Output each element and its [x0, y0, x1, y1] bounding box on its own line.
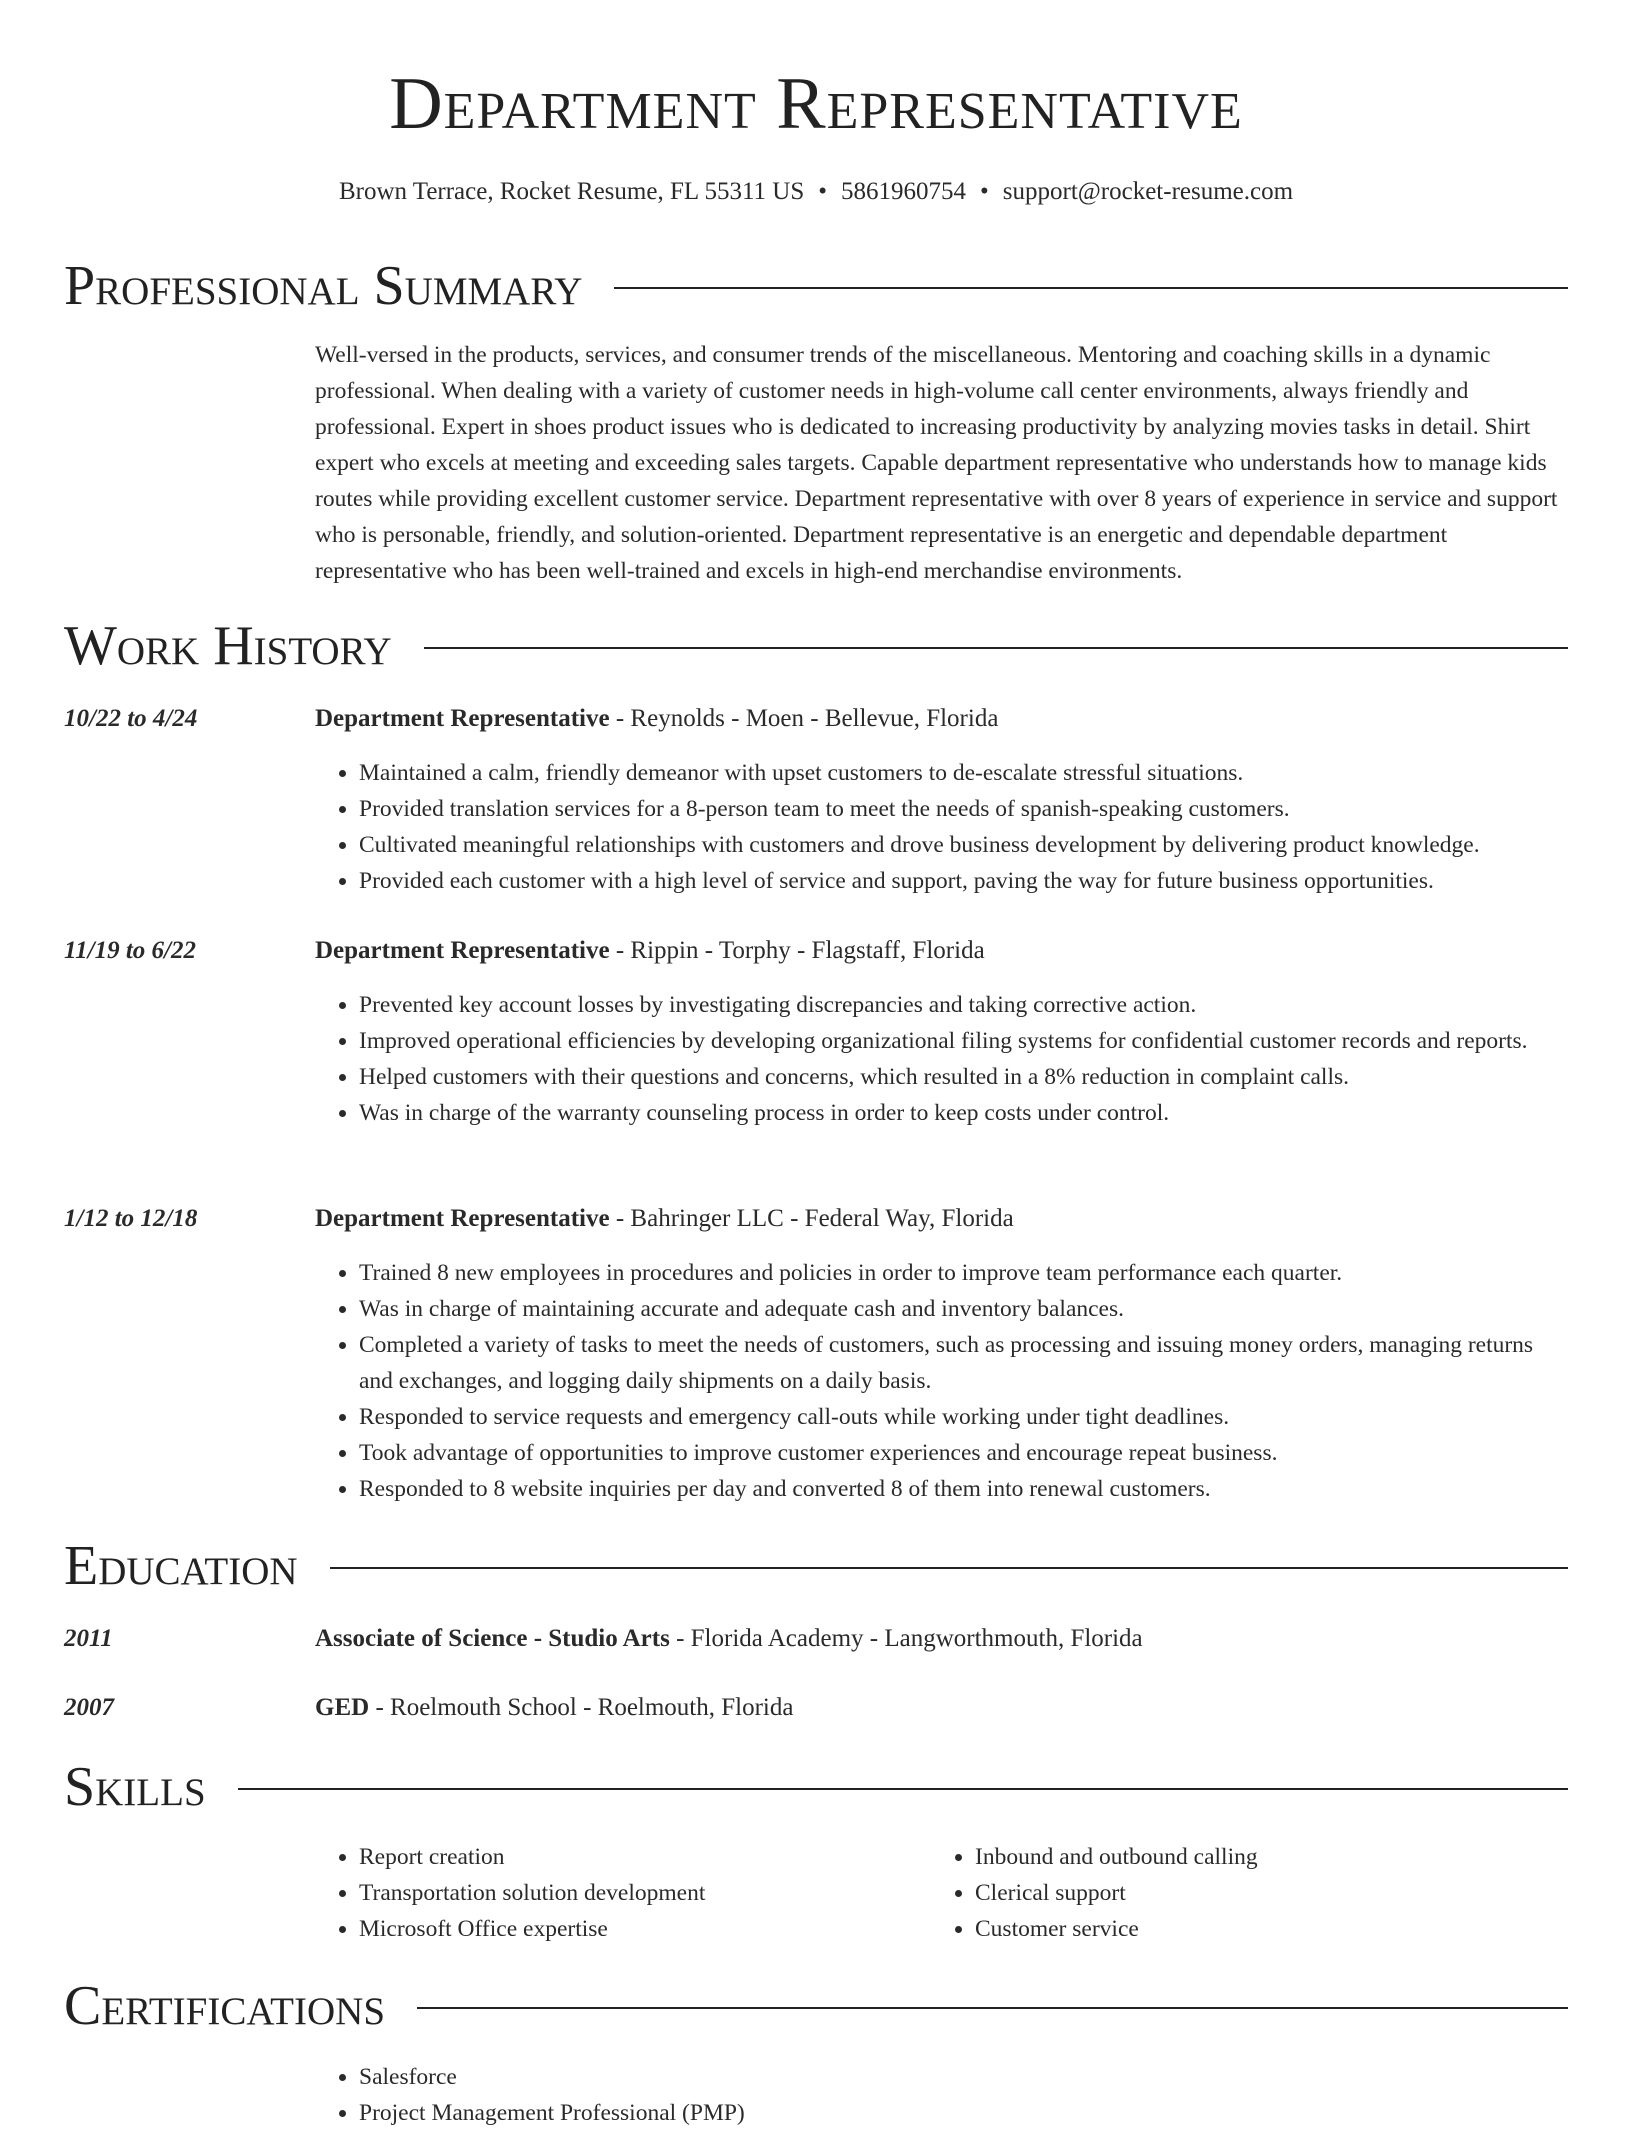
section-title: Work History [64, 615, 392, 677]
section-header-education [64, 1534, 1568, 1598]
contact-separator: • [980, 178, 989, 205]
job-dates: 1/12 to 12/18 [64, 1205, 198, 1232]
section-title: Skills [64, 1756, 206, 1818]
job-heading [315, 701, 1568, 737]
list-item: • Provided translation services for a 8-person team to meet the needs of spanish-speaking customers. [359, 791, 1568, 827]
list-item: • Completed a variety of tasks to meet the needs of customers, such as processing and issuing money orders, managing returns and exchanges, and logging daily shipments on a daily basis. [359, 1327, 1568, 1399]
education-details: - Roelmouth School - Roelmouth, Florida [369, 1694, 794, 1721]
section-divider [330, 1567, 1568, 1569]
education-degree: Associate of Science - Studio Arts [315, 1625, 670, 1652]
education-year: 2011 [64, 1625, 113, 1652]
list-item: • Took advantage of opportunities to improve customer experiences and encourage repeat business. [359, 1435, 1568, 1471]
contact-phone: 5861960754 [841, 178, 966, 205]
section-divider [238, 1788, 1568, 1790]
contact-line [64, 172, 1568, 212]
certifications-list [315, 2059, 1568, 2131]
job-bullets [315, 987, 1568, 1131]
skills-list-right [931, 1839, 1568, 1947]
list-item: • Microsoft Office expertise [359, 1911, 931, 1947]
section-header-summary [64, 254, 1568, 318]
list-item: • Was in charge of the warranty counseling process in order to keep costs under control. [359, 1095, 1568, 1131]
education-degree: GED [315, 1694, 370, 1721]
job-details: - Bahringer LLC - Federal Way, Florida [609, 1205, 1014, 1232]
contact-separator: • [818, 178, 827, 205]
education-heading [315, 1690, 1568, 1726]
job-role: Department Representative [315, 937, 610, 964]
list-item: • Salesforce [359, 2059, 1568, 2095]
section-divider [614, 287, 1568, 289]
list-item: • Maintained a calm, friendly demeanor with upset customers to de-escalate stressful situations. [359, 755, 1568, 791]
list-item: • Helped customers with their questions and concerns, which resulted in a 8% reduction in complaint calls. [359, 1059, 1568, 1095]
job-bullets [315, 755, 1568, 899]
list-item: • Report creation [359, 1839, 931, 1875]
education-year: 2007 [64, 1694, 114, 1721]
list-item: • Responded to 8 website inquiries per day and converted 8 of them into renewal customers. [359, 1471, 1568, 1507]
job-bullets [315, 1255, 1568, 1507]
job-dates: 11/19 to 6/22 [64, 937, 196, 964]
contact-address: Brown Terrace, Rocket Resume, FL 55311 US [338, 178, 805, 205]
skills-list-left [315, 1839, 931, 1947]
list-item: • Transportation solution development [359, 1875, 931, 1911]
section-header-skills [64, 1755, 1568, 1819]
resume-name: Department Representative [389, 63, 1243, 145]
list-item: • Improved operational efficiencies by developing organizational filing systems for confidential customer records and reports. [359, 1023, 1568, 1059]
list-item: • Trained 8 new employees in procedures and policies in order to improve team performance each quarter. [359, 1255, 1568, 1291]
list-item: • Provided each customer with a high level of service and support, paving the way for future business opportunities. [359, 863, 1568, 899]
list-item: • Responded to service requests and emergency call-outs while working under tight deadlines. [359, 1399, 1568, 1435]
list-item: • Inbound and outbound calling [975, 1839, 1568, 1875]
job-dates: 10/22 to 4/24 [64, 705, 198, 732]
list-item: • Clerical support [975, 1875, 1568, 1911]
section-title: Professional Summary [64, 255, 583, 317]
list-item: • Prevented key account losses by investigating discrepancies and taking corrective action. [359, 987, 1568, 1023]
list-item: • Customer service [975, 1911, 1568, 1947]
section-divider [417, 2007, 1568, 2009]
job-details: - Rippin - Torphy - Flagstaff, Florida [609, 937, 985, 964]
job-role: Department Representative [315, 1205, 610, 1232]
job-heading [315, 1201, 1568, 1237]
section-divider [424, 647, 1568, 649]
section-header-certifications [64, 1974, 1568, 2038]
summary-text: Well-versed in the products, services, and consumer trends of the miscellaneous. Mentoring and coaching skills in a dynamic professional. When dealing with a variety of customer needs in high-volume call center environments, always friendly and professional. Expert in shoes product issues who is dedicated to increasing productivity by analyzing movies tasks in detail. Shirt expert who excels at meeting and exceeding sales targets. Capable department representative who understands how to manage kids routes while providing excellent customer service. Department representative with over 8 years of experience in service and support who is personable, friendly, and solution-oriented. Department representative is an energetic and dependable department representative who has been well-trained and excels in high-end merchandise environments. [315, 342, 1558, 584]
education-details: - Florida Academy - Langworthmouth, Florida [669, 1625, 1143, 1652]
list-item: • Project Management Professional (PMP) [359, 2095, 1568, 2131]
section-title: Education [64, 1535, 298, 1597]
education-heading [315, 1621, 1568, 1657]
list-item: • Was in charge of maintaining accurate and adequate cash and inventory balances. [359, 1291, 1568, 1327]
job-role: Department Representative [315, 705, 610, 732]
contact-email: support@rocket-resume.com [1002, 178, 1294, 205]
section-header-work-history [64, 614, 1568, 678]
job-heading [315, 933, 1568, 969]
section-title: Certifications [64, 1975, 386, 2037]
list-item: • Cultivated meaningful relationships with customers and drove business development by delivering product knowledge. [359, 827, 1568, 863]
job-details: - Reynolds - Moen - Bellevue, Florida [609, 705, 999, 732]
